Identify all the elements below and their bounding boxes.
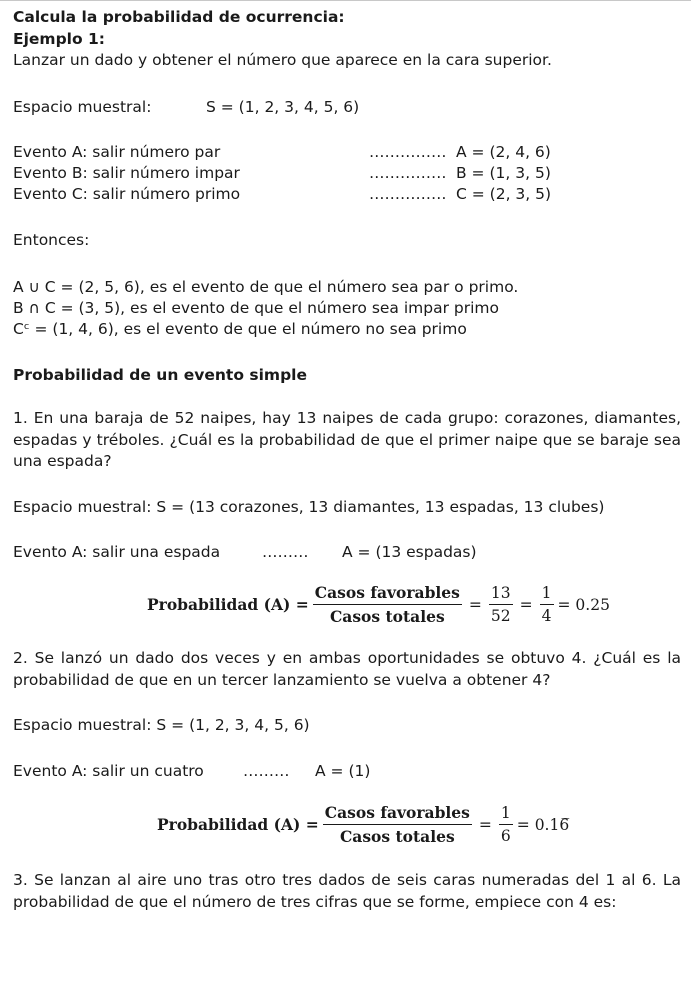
- complement-text: es el evento de que el número no sea primo: [118, 320, 467, 338]
- problem2-statement: 2. Se lanzó un dado dos veces y en ambas oportunidades se obtuvo 4. ¿Cuál es la probabilidad de que en un tercer lanzamiento se vuelva a obtener 4?: [13, 649, 681, 689]
- problem1-event-label: Evento A: salir una espada: [13, 543, 221, 561]
- formula1-n1-num: 13: [489, 584, 513, 605]
- event-c-dots: ……………: [369, 185, 447, 203]
- union-expr: A ∪ C = (2, 5, 6),: [13, 278, 145, 296]
- event-a-dots: ……………: [369, 143, 447, 161]
- formula1-cases-fraction: [313, 583, 462, 626]
- sample-space-label: Espacio muestral:: [13, 98, 152, 116]
- formula2-cases-fraction: [323, 803, 472, 846]
- union-line: [13, 277, 518, 297]
- problem2-formula: Probabilidad (A) = $\frac{\text{Casos favorables}}{\text{Casos totales}}$ = $\frac{1}{6}$ = 0.16̅: [157, 803, 570, 846]
- formula2-value-fraction: [499, 804, 513, 845]
- formula1-simplified-fraction: [540, 584, 554, 625]
- complement-line: [13, 319, 467, 339]
- intersection-text: es el evento de que el número sea impar primo: [125, 299, 500, 317]
- event-b-label: Evento B: salir número impar: [13, 164, 240, 182]
- event-b-dots: ……………: [369, 164, 447, 182]
- formula1-n2-den: 4: [541, 607, 552, 625]
- formula2-n1-num: 1: [499, 804, 513, 825]
- formula2-cases-num: Casos favorables: [323, 803, 472, 825]
- problem1-sample-space: Espacio muestral: S = (13 corazones, 13 diamantes, 13 espadas, 13 clubes): [13, 498, 605, 516]
- intersection-expr: B ∩ C = (3, 5),: [13, 299, 126, 317]
- formula2-result: = 0.16̅: [516, 815, 570, 834]
- complement-expr: Cᶜ = (1, 4, 6),: [13, 320, 119, 338]
- formula2-prefix: Probabilidad (A) =: [157, 815, 319, 834]
- problem1-event-dots: ………: [262, 543, 309, 561]
- problem3-statement: 3. Se lanzan al aire uno tras otro tres dados de seis caras numeradas del 1 al 6. La probabilidad de que el número de tres cifras que se forme, empiece con 4 es:: [13, 871, 681, 911]
- formula2-n1-den: 6: [500, 827, 511, 845]
- problem2-event-value: A = (1): [315, 762, 371, 780]
- example-heading: Ejemplo 1:: [13, 30, 106, 48]
- event-c-value: C = (2, 3, 5): [456, 185, 552, 203]
- union-text: es el evento de que el número sea par o primo.: [144, 278, 519, 296]
- sample-space-value: S = (1, 2, 3, 4, 5, 6): [206, 98, 360, 116]
- event-a-value: A = (2, 4, 6): [456, 143, 551, 161]
- section-heading: Probabilidad de un evento simple: [13, 366, 307, 384]
- problem1-formula: Probabilidad (A) = $\frac{\text{Casos favorables}}{\text{Casos totales}}$ = $\frac{13}{52}$ = $\frac{1}{4}$ = 0.25: [147, 583, 610, 626]
- event-a-label: Evento A: salir número par: [13, 143, 221, 161]
- event-b-value: B = (1, 3, 5): [456, 164, 551, 182]
- top-rule: [0, 0, 691, 1]
- problem1-statement: 1. En una baraja de 52 naipes, hay 13 naipes de cada grupo: corazones, diamantes, espadas y tréboles. ¿Cuál es la probabilidad de que el primer naipe que se baraje sea una espada?: [13, 409, 681, 470]
- event-c-label: Evento C: salir número primo: [13, 185, 241, 203]
- formula1-prefix: Probabilidad (A) =: [147, 595, 309, 614]
- formula1-cases-den: Casos totales: [329, 607, 445, 626]
- formula2-cases-den: Casos totales: [339, 827, 455, 846]
- page-title: Calcula la probabilidad de ocurrencia:: [13, 8, 345, 26]
- example-description: Lanzar un dado y obtener el número que aparece en la cara superior.: [13, 51, 552, 69]
- formula1-n1-den: 52: [490, 607, 511, 625]
- formula1-n2-num: 1: [540, 584, 554, 605]
- then-label: Entonces:: [13, 231, 90, 249]
- formula1-result: = 0.25: [557, 595, 610, 614]
- problem2-event-label: Evento A: salir un cuatro: [13, 762, 204, 780]
- problem2-sample-space: Espacio muestral: S = (1, 2, 3, 4, 5, 6): [13, 716, 310, 734]
- intersection-line: [13, 298, 499, 318]
- problem2-event-dots: ………: [243, 762, 290, 780]
- formula1-cases-num: Casos favorables: [313, 583, 462, 605]
- formula1-value-fraction: [489, 584, 513, 625]
- problem1-event-value: A = (13 espadas): [342, 543, 477, 561]
